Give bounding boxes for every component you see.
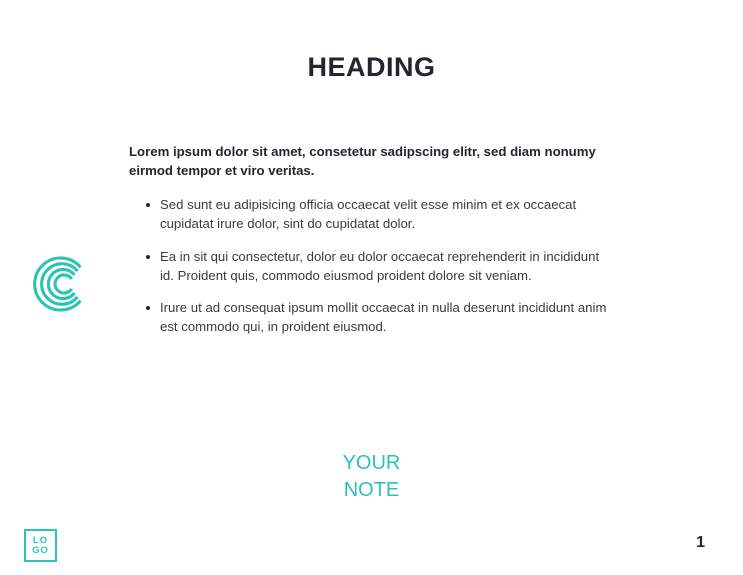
page-number: 1 bbox=[696, 534, 705, 551]
bullet-list bbox=[129, 196, 609, 336]
intro-paragraph: Lorem ipsum dolor sit amet, consetetur sadipscing elitr, sed diam nonumy eirmod tempor et viro veritas. bbox=[129, 144, 596, 178]
concentric-c-icon bbox=[27, 255, 85, 313]
list-item bbox=[129, 196, 609, 233]
logo-line-2: GO bbox=[32, 545, 49, 556]
bullet-dot-icon bbox=[146, 203, 150, 207]
note-text bbox=[0, 450, 743, 503]
list-item-text: Sed sunt eu adipisicing officia occaecat velit esse minim et ex occaecat cupidatat irure dolor, sint do cupidatat dolor. bbox=[160, 197, 577, 232]
body-content bbox=[129, 143, 609, 337]
logo-icon bbox=[24, 529, 57, 562]
bullet-dot-icon bbox=[146, 306, 150, 310]
page-title: HEADING bbox=[307, 52, 436, 82]
list-item bbox=[129, 299, 609, 336]
note-line-1: YOUR bbox=[342, 452, 401, 474]
logo-line-1: LO bbox=[32, 534, 49, 546]
note-line-2: NOTE bbox=[343, 478, 400, 501]
list-item-text: Ea in sit qui consectetur, dolor eu dolor occaecat reprehenderit in incididunt id. Proident quis, commodo eiusmod proident dolore sit veniam. bbox=[160, 248, 600, 283]
list-item-text: Irure ut ad consequat ipsum mollit occaecat in nulla deserunt incididunt anim est commodo qui, in proident eiusmod. bbox=[160, 300, 607, 335]
bullet-dot-icon bbox=[146, 255, 150, 259]
list-item bbox=[129, 248, 609, 285]
